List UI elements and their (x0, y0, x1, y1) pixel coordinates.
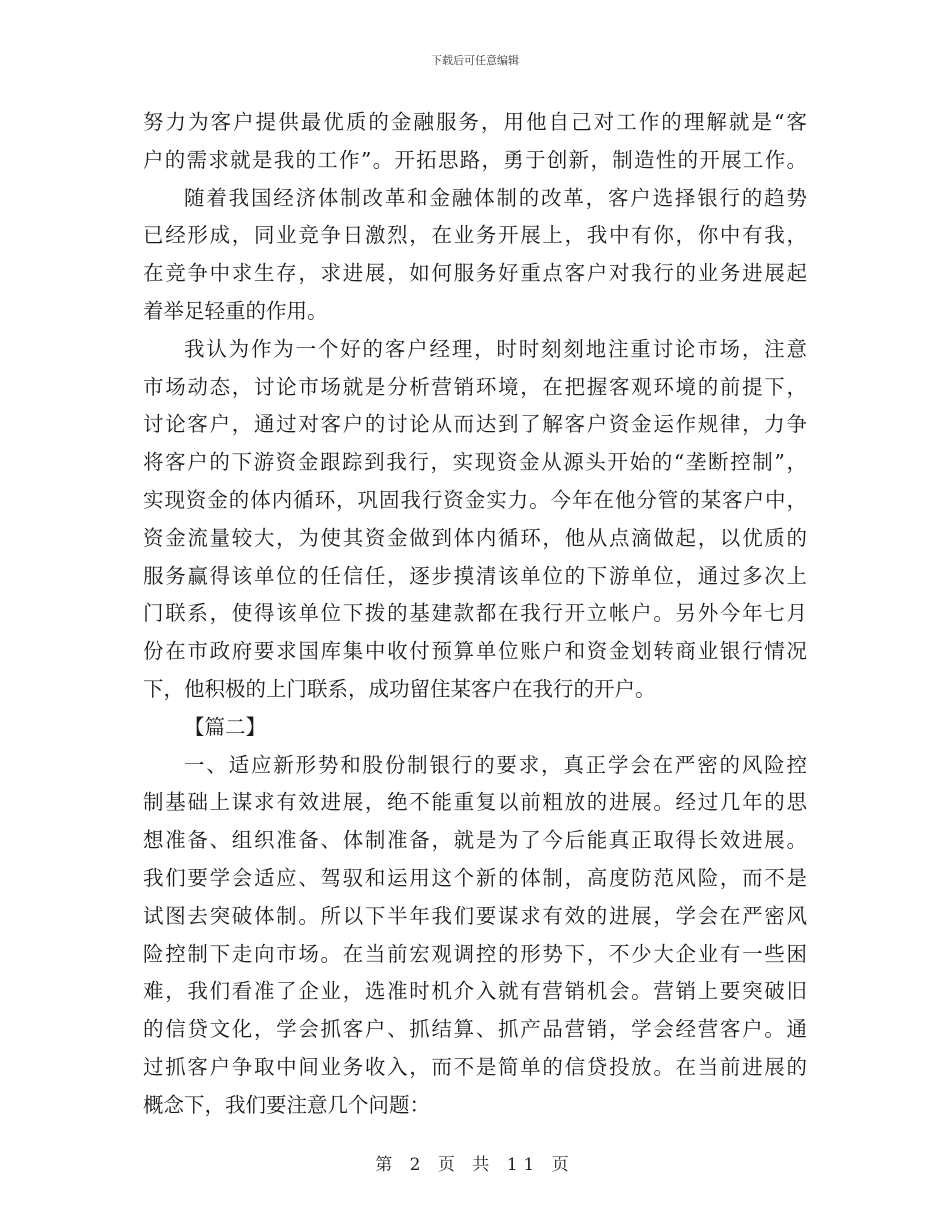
paragraph-start-line: 随着我国经济体制改革和金融体制的改革，客户选择银行的趋势 (184, 185, 807, 210)
text-line: 过抓客户争取中间业务收入，而不是简单的信贷投放。在当前进展的 (143, 1054, 807, 1079)
text-line: 实现资金的体内循环，巩固我行资金实力。今年在他分管的某客户中， (143, 487, 807, 512)
text-line: 市场动态，讨论市场就是分析营销环境，在把握客观环境的前提下， (143, 374, 807, 399)
text-line: 我们要学会适应、驾驭和运用这个新的体制，高度防范风险，而不是 (143, 865, 807, 890)
text-line: 制基础上谋求有效进展，绝不能重复以前粗放的进展。经过几年的思 (143, 790, 807, 815)
text-line: 服务赢得该单位的任信任，逐步摸清该单位的下游单位，通过多次上 (143, 563, 807, 588)
text-line: 概念下，我们要注意几个问题： (143, 1092, 430, 1117)
page-number-footer: 第 2 页 共 11 页 (375, 1155, 575, 1175)
page-header-note: 下载后可任意编辑 (431, 54, 519, 67)
text-line: 努力为客户提供最优质的金融服务，用他自己对工作的理解就是“客 (143, 110, 807, 134)
text-line: 下，他积极的上门联系，成功留住某客户在我行的开户。 (143, 676, 656, 701)
text-line: 将客户的下游资金跟踪到我行，实现资金从源头开始的“垄断控制”， (143, 450, 807, 475)
text-line: 讨论客户，通过对客户的讨论从而达到了解客户资金运作规律，力争 (143, 412, 807, 437)
text-line: 资金流量较大，为使其资金做到体内循环，他从点滴做起，以优质的 (143, 525, 807, 550)
text-line: 已经形成，同业竞争日激烈，在业务开展上，我中有你，你中有我， (143, 223, 807, 248)
text-line: 着举足轻重的作用。 (143, 298, 328, 323)
text-line: 的信贷文化，学会抓客户、抓结算、抓产品营销，学会经营客户。通 (143, 1017, 807, 1042)
text-line: 想准备、组织准备、体制准备，就是为了今后能真正取得长效进展。 (143, 828, 807, 853)
text-line: 在竞争中求生存，求进展，如何服务好重点客户对我行的业务进展起 (143, 261, 807, 286)
text-line: 难，我们看准了企业，选准时机介入就有营销机会。营销上要突破旧 (143, 979, 807, 1004)
text-line: 试图去突破体制。所以下半年我们要谋求有效的进展，学会在严密风 (143, 903, 807, 928)
paragraph-start-line: 我认为作为一个好的客户经理，时时刻刻地注重讨论市场，注意 (184, 336, 807, 361)
paragraph-start-line: 一、适应新形势和股份制银行的要求，真正学会在严密的风险控 (184, 752, 807, 777)
document-body (143, 104, 807, 1125)
text-line: 份在市政府要求国库集中收付预算单位账户和资金划转商业银行情况 (143, 639, 807, 664)
text-line: 门联系，使得该单位下拨的基建款都在我行开立帐户。另外今年七月 (143, 601, 807, 626)
section-heading: 【篇二】 (184, 714, 266, 739)
text-line: 户的需求就是我的工作”。开拓思路，勇于创新，制造性的开展工作。 (143, 147, 807, 172)
text-line: 险控制下走向市场。在当前宏观调控的形势下，不少大企业有一些困 (143, 941, 807, 966)
